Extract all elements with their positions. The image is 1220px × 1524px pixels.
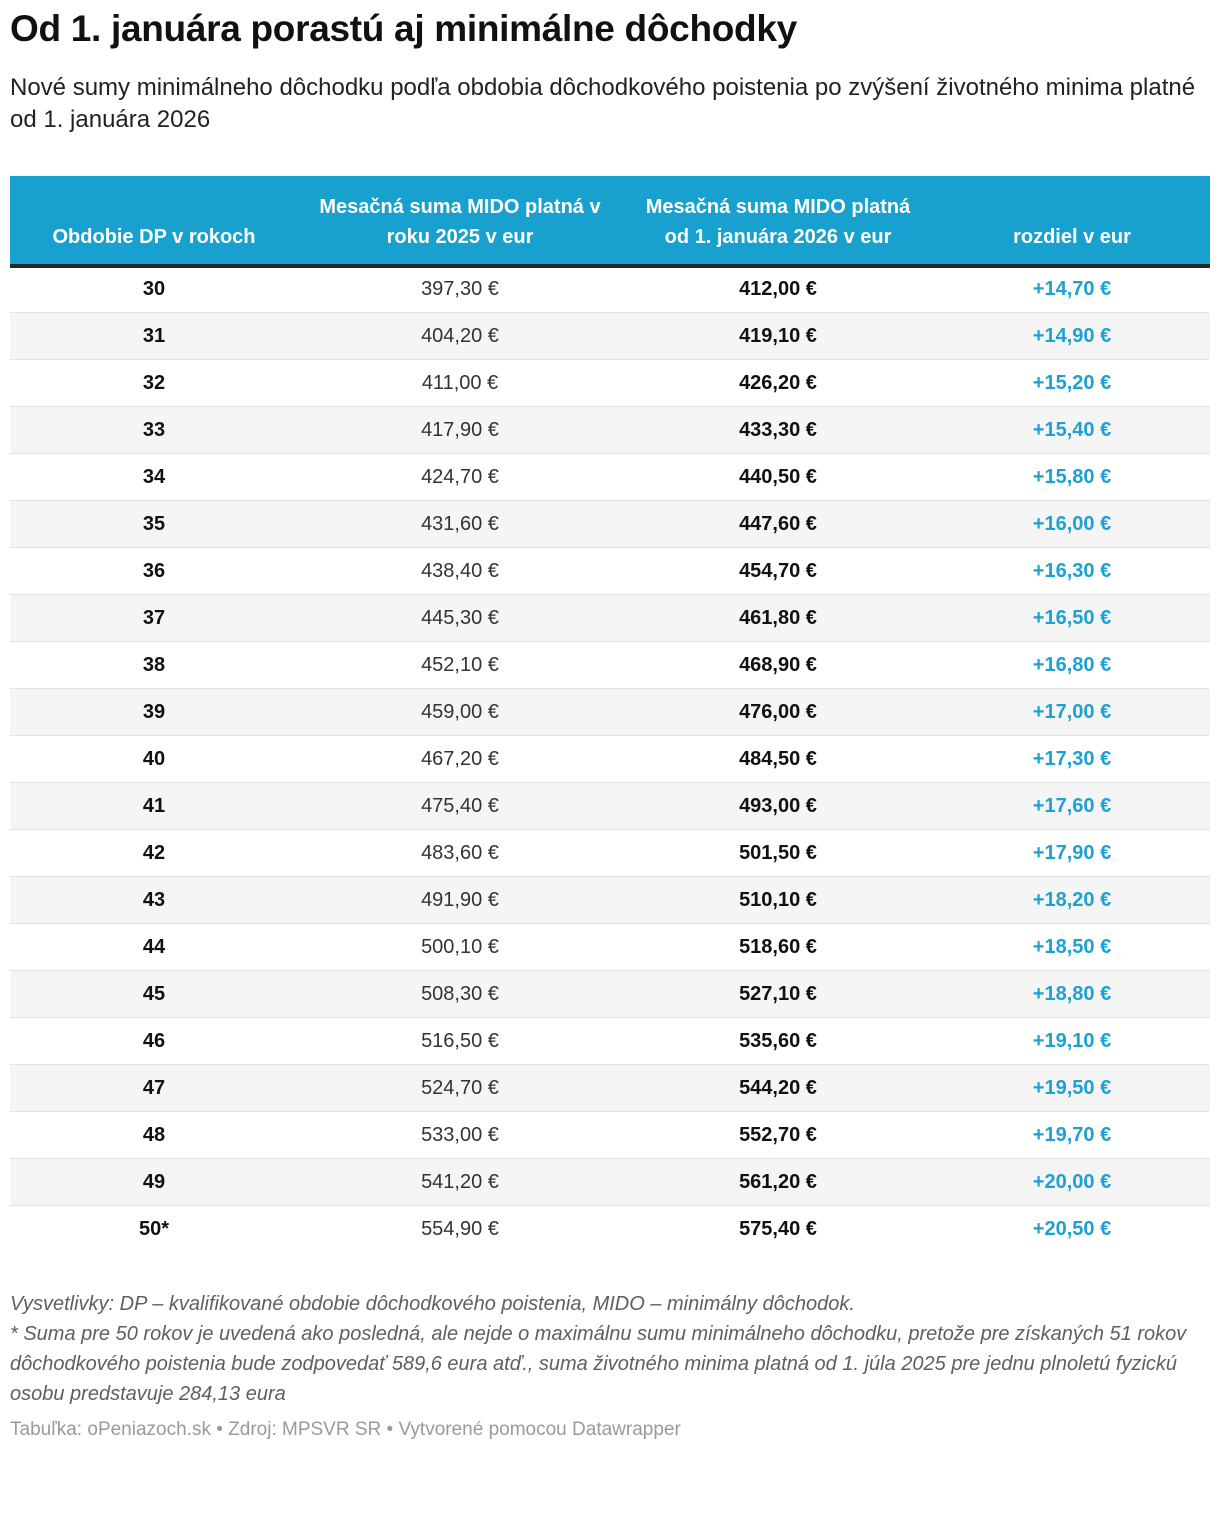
cell-years: 50* xyxy=(138,1217,170,1240)
table-row xyxy=(10,689,1210,736)
table-row xyxy=(10,595,1210,642)
cell-2026: 493,00 € xyxy=(739,794,817,817)
table-row xyxy=(10,1206,1210,1253)
column-header-diff: rozdiel v eur xyxy=(934,176,1210,266)
cell-2026: 510,10 € xyxy=(739,888,817,911)
cell-years: 38 xyxy=(142,653,166,676)
cell-2025: 452,10 € xyxy=(421,653,499,676)
table-row xyxy=(10,1159,1210,1206)
cell-2025: 524,70 € xyxy=(421,1076,499,1099)
page xyxy=(0,6,1220,1443)
footnotes xyxy=(10,1289,1210,1409)
cell-2025: 411,00 € xyxy=(421,371,499,394)
cell-years: 36 xyxy=(142,559,166,582)
column-header-2026: Mesačná suma MIDO platná od 1. januára 2026 v eur xyxy=(622,176,934,266)
table-row xyxy=(10,736,1210,783)
table-row xyxy=(10,313,1210,360)
cell-2025: 491,90 € xyxy=(421,888,499,911)
cell-2026: 433,30 € xyxy=(739,418,817,441)
cell-years: 41 xyxy=(142,794,166,817)
cell-years: 34 xyxy=(142,465,166,488)
cell-2025: 516,50 € xyxy=(421,1029,499,1052)
table-row xyxy=(10,454,1210,501)
cell-2026: 454,70 € xyxy=(739,559,817,582)
cell-2026: 561,20 € xyxy=(739,1170,817,1193)
cell-2026: 412,00 € xyxy=(739,278,817,301)
cell-2026: 535,60 € xyxy=(739,1029,817,1052)
cell-2025: 475,40 € xyxy=(421,794,499,817)
cell-2026: 518,60 € xyxy=(739,935,817,958)
footnote-legend: Vysvetlivky: DP – kvalifikované obdobie dôchodkového poistenia, MIDO – minimálny dôchodok. xyxy=(10,1292,855,1315)
table-header-row xyxy=(10,176,1210,266)
cell-2026: 447,60 € xyxy=(739,512,817,535)
cell-2026: 527,10 € xyxy=(739,982,817,1005)
cell-2025: 404,20 € xyxy=(421,324,499,347)
cell-2025: 438,40 € xyxy=(421,559,499,582)
attribution xyxy=(10,1417,1210,1444)
cell-years: 31 xyxy=(142,324,166,347)
cell-diff: +14,70 € xyxy=(1032,278,1112,301)
cell-2025: 500,10 € xyxy=(421,935,499,958)
cell-years: 48 xyxy=(142,1123,166,1146)
attribution-datawrapper-link[interactable]: Datawrapper xyxy=(572,1418,681,1440)
cell-diff: +19,10 € xyxy=(1032,1029,1112,1052)
cell-2025: 554,90 € xyxy=(421,1217,499,1240)
cell-diff: +18,80 € xyxy=(1032,982,1112,1005)
cell-diff: +18,20 € xyxy=(1032,888,1112,911)
cell-diff: +16,00 € xyxy=(1032,512,1112,535)
cell-years: 43 xyxy=(142,888,166,911)
attribution-table-label: Tabuľka: xyxy=(10,1418,88,1440)
cell-diff: +19,50 € xyxy=(1032,1076,1112,1099)
cell-2026: 476,00 € xyxy=(739,700,817,723)
cell-years: 32 xyxy=(142,371,166,394)
cell-2025: 459,00 € xyxy=(421,700,499,723)
cell-2025: 397,30 € xyxy=(421,278,499,301)
cell-diff: +16,80 € xyxy=(1032,653,1112,676)
footnote-asterisk: * Suma pre 50 rokov je uvedená ako posledná, ale nejde o maximálnu sumu minimálneho dôchodku, pretože pre získaných 51 rokov dôchodkového poistenia bude zodpovedať 589,6 eura atď., suma životného minima platná od 1. júla 2025 pre jednu plnoletú fyzickú osobu predstavuje 284,13 eura xyxy=(10,1322,1187,1405)
cell-years: 44 xyxy=(142,935,166,958)
cell-2026: 552,70 € xyxy=(739,1123,817,1146)
table-row xyxy=(10,1065,1210,1112)
table-row xyxy=(10,642,1210,689)
table-row xyxy=(10,924,1210,971)
cell-2025: 533,00 € xyxy=(421,1123,499,1146)
cell-2026: 544,20 € xyxy=(739,1076,817,1099)
cell-2026: 575,40 € xyxy=(739,1217,817,1240)
cell-years: 30 xyxy=(142,278,166,301)
cell-2025: 483,60 € xyxy=(421,841,499,864)
cell-2026: 501,50 € xyxy=(739,841,817,864)
cell-2025: 445,30 € xyxy=(421,606,499,629)
cell-years: 46 xyxy=(142,1029,166,1052)
table-row xyxy=(10,266,1210,313)
cell-years: 49 xyxy=(142,1170,166,1193)
cell-diff: +20,50 € xyxy=(1032,1217,1112,1240)
cell-diff: +20,00 € xyxy=(1032,1170,1112,1193)
table-row xyxy=(10,1018,1210,1065)
table-body xyxy=(10,266,1210,1253)
cell-2025: 467,20 € xyxy=(421,747,499,770)
page-subtitle: Nové sumy minimálneho dôchodku podľa obdobia dôchodkového poistenia po zvýšení životného minima platné od 1. januára 2026 xyxy=(10,74,1196,133)
cell-diff: +17,30 € xyxy=(1032,747,1112,770)
pension-table xyxy=(10,176,1210,1253)
attribution-source-link[interactable]: oPeniazoch.sk xyxy=(87,1418,211,1440)
table-row xyxy=(10,1112,1210,1159)
table-row xyxy=(10,407,1210,454)
cell-diff: +16,50 € xyxy=(1032,606,1112,629)
cell-years: 45 xyxy=(142,982,166,1005)
attribution-middle: • Zdroj: MPSVR SR • Vytvorené pomocou xyxy=(210,1418,573,1440)
cell-years: 33 xyxy=(142,418,166,441)
table-row xyxy=(10,783,1210,830)
cell-2025: 508,30 € xyxy=(421,982,499,1005)
page-title: Od 1. januára porastú aj minimálne dôchodky xyxy=(10,8,797,49)
cell-2025: 541,20 € xyxy=(421,1170,499,1193)
table-row xyxy=(10,971,1210,1018)
table-row xyxy=(10,501,1210,548)
cell-years: 42 xyxy=(142,841,166,864)
cell-2025: 431,60 € xyxy=(421,512,499,535)
cell-diff: +14,90 € xyxy=(1032,324,1112,347)
cell-diff: +17,00 € xyxy=(1032,700,1112,723)
cell-diff: +15,40 € xyxy=(1032,418,1112,441)
column-header-2025: Mesačná suma MIDO platná v roku 2025 v eur xyxy=(298,176,622,266)
cell-years: 37 xyxy=(142,606,166,629)
table-row xyxy=(10,548,1210,595)
cell-2025: 417,90 € xyxy=(421,418,499,441)
cell-2026: 440,50 € xyxy=(739,465,817,488)
cell-diff: +17,90 € xyxy=(1032,841,1112,864)
table-row xyxy=(10,830,1210,877)
cell-diff: +15,80 € xyxy=(1032,465,1112,488)
column-header-years: Obdobie DP v rokoch xyxy=(10,176,298,266)
cell-2025: 424,70 € xyxy=(421,465,499,488)
cell-2026: 426,20 € xyxy=(739,371,817,394)
cell-diff: +17,60 € xyxy=(1032,794,1112,817)
cell-diff: +19,70 € xyxy=(1032,1123,1112,1146)
cell-2026: 419,10 € xyxy=(739,324,817,347)
cell-diff: +15,20 € xyxy=(1032,371,1112,394)
cell-2026: 468,90 € xyxy=(739,653,817,676)
cell-years: 40 xyxy=(142,747,166,770)
table-row xyxy=(10,877,1210,924)
cell-diff: +18,50 € xyxy=(1032,935,1112,958)
cell-years: 35 xyxy=(142,512,166,535)
cell-2026: 484,50 € xyxy=(739,747,817,770)
cell-years: 39 xyxy=(142,700,166,723)
cell-years: 47 xyxy=(142,1076,166,1099)
cell-2026: 461,80 € xyxy=(739,606,817,629)
cell-diff: +16,30 € xyxy=(1032,559,1112,582)
table-row xyxy=(10,360,1210,407)
